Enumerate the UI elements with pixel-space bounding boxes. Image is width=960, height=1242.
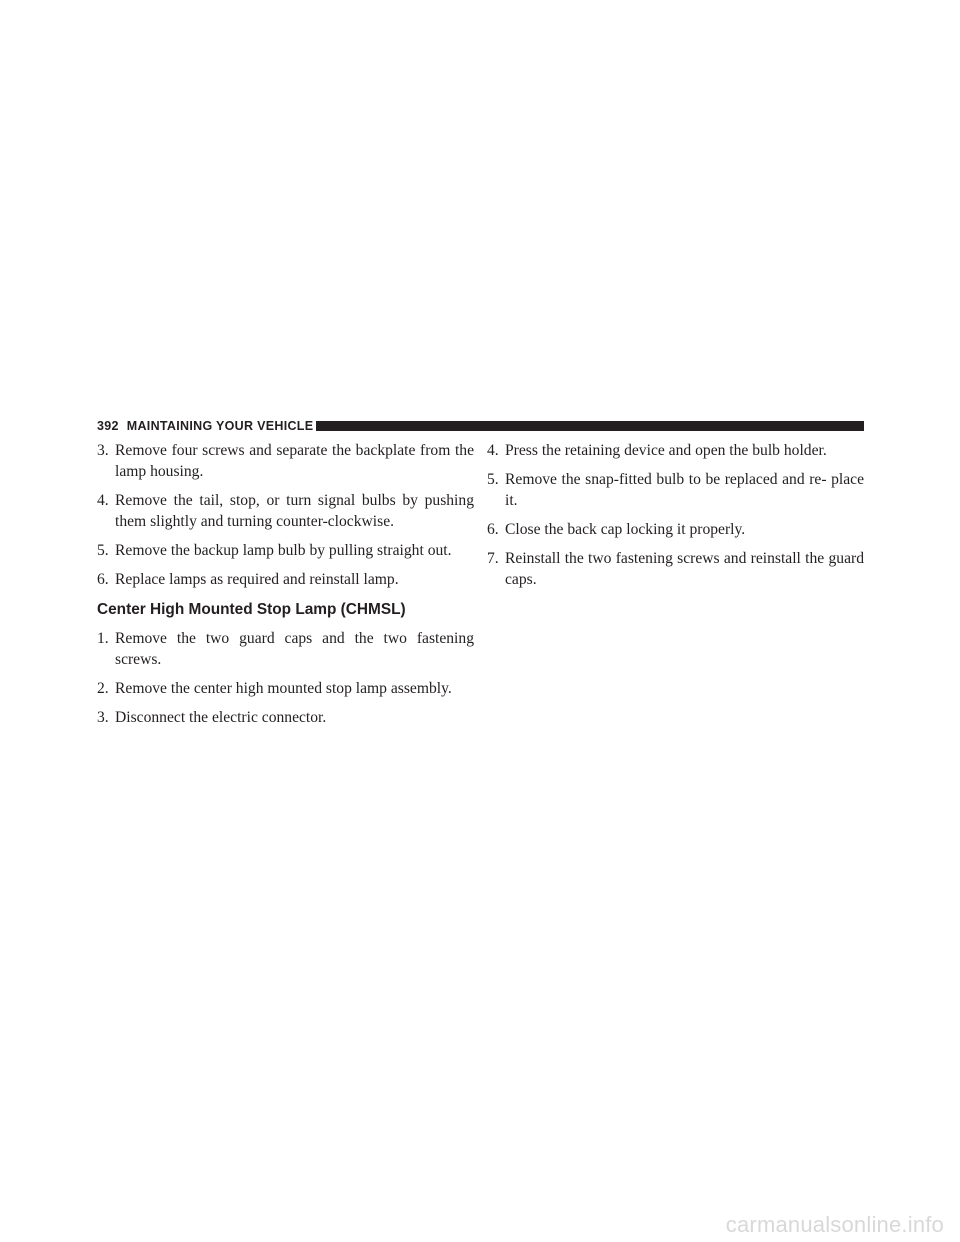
step-number: 3.	[97, 709, 109, 726]
step-number: 7.	[487, 550, 499, 567]
watermark-text: carmanualsonline.info	[725, 1212, 944, 1237]
step-item	[97, 678, 474, 699]
step-item	[487, 440, 864, 461]
step-number: 5.	[97, 542, 109, 559]
page-header	[97, 418, 864, 434]
step-item	[97, 707, 474, 728]
step-number: 5.	[487, 471, 499, 488]
step-item	[487, 469, 864, 511]
step-text: Remove four screws and separate the backplate from the lamp housing.	[115, 442, 474, 480]
step-number: 4.	[97, 492, 109, 509]
step-text: Remove the two guard caps and the two fastening screws.	[115, 630, 474, 668]
step-text: Remove the snap-fitted bulb to be replaced and re- place it.	[505, 471, 864, 509]
right-column	[487, 440, 864, 598]
step-text: Replace lamps as required and reinstall lamp.	[115, 571, 399, 588]
header-rule	[316, 421, 864, 431]
header-text	[97, 418, 313, 434]
step-item	[97, 569, 474, 590]
step-text: Disconnect the electric connector.	[115, 709, 327, 726]
page-number: 392	[97, 419, 119, 433]
step-text: Remove the tail, stop, or turn signal bulbs by pushing them slightly and turning counter-clockwise.	[115, 492, 474, 530]
step-item	[97, 440, 474, 482]
step-number: 6.	[97, 571, 109, 588]
step-number: 1.	[97, 630, 109, 647]
step-text: Close the back cap locking it properly.	[505, 521, 746, 538]
step-text: Remove the center high mounted stop lamp assembly.	[115, 680, 452, 697]
step-number: 3.	[97, 442, 109, 459]
step-number: 2.	[97, 680, 109, 697]
step-text: Remove the backup lamp bulb by pulling straight out.	[115, 542, 452, 559]
section-heading: Center High Mounted Stop Lamp (CHMSL)	[97, 601, 406, 618]
step-item	[97, 628, 474, 670]
step-number: 4.	[487, 442, 499, 459]
step-item	[97, 540, 474, 561]
step-item	[487, 519, 864, 540]
step-text: Reinstall the two fastening screws and reinstall the guard caps.	[505, 550, 864, 588]
section-title: MAINTAINING YOUR VEHICLE	[126, 419, 314, 433]
step-item	[97, 490, 474, 532]
left-column	[97, 440, 474, 736]
step-text: Press the retaining device and open the bulb holder.	[505, 442, 827, 459]
step-item	[487, 548, 864, 590]
step-number: 6.	[487, 521, 499, 538]
